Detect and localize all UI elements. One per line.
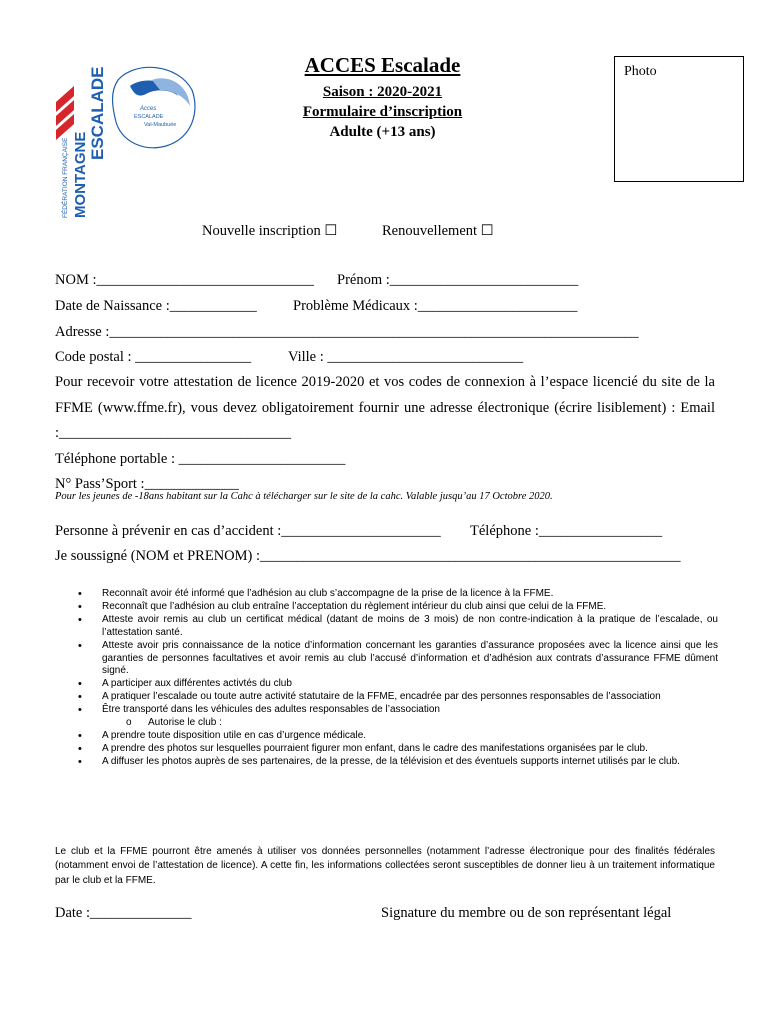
declaration-item: • A participer aux différentes activtés du club — [78, 678, 718, 691]
declaration-item: • A prendre toute disposition utile en cas d’urgence médicale. — [78, 730, 718, 743]
declaration-item: • Atteste avoir pris connaissance de la notice d’information concernant les garanties d’assurance proposées avec la licence ainsi que les garanties de personnes facultatives et avoir remis au club l’accusé d’information et d’adhésion aux contrats d’assurance FFME dûment signé. — [78, 640, 718, 679]
city-field[interactable]: Ville : ___________________________ — [288, 349, 524, 365]
logo-word-escalade: ESCALADE — [88, 66, 107, 160]
renewal-checkbox[interactable]: Renouvellement ☐ — [382, 223, 494, 239]
category-label: Adulte (+13 ans) — [329, 124, 436, 140]
declaration-item: • Être transporté dans les véhicules des adultes responsables de l’association — [78, 704, 718, 717]
licence-email-paragraph[interactable]: Pour recevoir votre attestation de licence 2019-2020 et vos codes de connexion à l’espace licencié du site de la FFME (www.ffme.fr), vous devez obligatoirement fournir une adresse électronique (écrire lisiblement) : Email :________________________________ — [55, 374, 715, 441]
logo-word-montagne: MONTAGNE — [72, 131, 89, 218]
photo-label: Photo — [624, 64, 657, 79]
declaration-item: • Reconnaît avoir été informé que l’adhésion au club s’accompagne de la prise de la licence à la FFME. — [78, 588, 718, 601]
club-badge-line3: Val-Maubuée — [144, 122, 177, 128]
nom-field[interactable]: NOM :______________________________ — [55, 272, 314, 288]
prenom-field[interactable]: Prénom :__________________________ — [337, 272, 579, 288]
mobile-phone-field[interactable]: Téléphone portable : _______________________ — [55, 451, 346, 467]
pass-sport-note: Pour les jeunes de -18ans habitant sur la Cahc à télécharger sur le site de la cahc. Valable jusqu’au 17 Octobre 2020. — [55, 491, 553, 502]
document-title: ACCES Escalade — [304, 53, 461, 77]
form-title: Formulaire d’inscription — [302, 104, 463, 120]
logo-federation-text: FÉDÉRATION FRANÇAISE — [62, 137, 69, 218]
emergency-phone-field[interactable]: Téléphone :_________________ — [470, 523, 663, 539]
medical-field[interactable]: Problème Médicaux :______________________ — [293, 298, 578, 314]
declaration-item: • Atteste avoir remis au club un certificat médical (datant de moins de 3 mois) de non contre-indication à la pratique de l’escalade, ou l’attestation santé. — [78, 614, 718, 640]
declaration-item: • A pratiquer l’escalade ou toute autre activité statutaire de la FFME, encadrée par des personnes responsables de l’association — [78, 691, 718, 704]
club-badge-line1: Acces — [140, 106, 157, 112]
declaration-item: • A diffuser les photos auprès de ses partenaires, de la presse, de la télévision et des éventuels supports internet utilisés par le club. — [78, 756, 718, 769]
declaration-item: • Reconnaît que l’adhésion au club entraîne l’acceptation du règlement intérieur du club ainsi que celui de la FFME. — [78, 601, 718, 614]
birth-date-field[interactable]: Date de Naissance :____________ — [55, 298, 257, 314]
new-registration-checkbox[interactable]: Nouvelle inscription ☐ — [202, 223, 338, 239]
declaration-item: • A prendre des photos sur lesquelles pourraient figurer mon enfant, dans le cadre des manifestations organisées par le club. — [78, 743, 718, 756]
declarations-list — [78, 588, 718, 769]
undersigned-field[interactable]: Je soussigné (NOM et PRENOM) :__________________________________________________________ — [55, 548, 681, 564]
postal-code-field[interactable]: Code postal : ________________ — [55, 349, 252, 365]
gdpr-notice: Le club et la FFME pourront être amenés à utiliser vos données personnelles (notamment l’adresse électronique pour des finalités fédérales (notamment envoi de l’attestation de licence). A cette fin, les informations collectées seront susceptibles de donner lieu à un traitement informatique par le club et la FFME. — [55, 846, 715, 886]
pass-sport-field[interactable]: N° Pass’Sport :_____________ — [55, 476, 239, 492]
declaration-sub-item: o Autorise le club : — [78, 717, 718, 730]
address-field[interactable]: Adresse :_________________________________________________________________________ — [55, 324, 639, 340]
club-badge-line2: ESCALADE — [134, 114, 164, 120]
photo-box[interactable] — [614, 56, 744, 182]
signature-label[interactable]: Signature du membre ou de son représentant légal — [381, 905, 672, 921]
emergency-contact-field[interactable]: Personne à prévenir en cas d’accident :______________________ — [55, 523, 441, 539]
season-label: Saison : 2020-2021 — [322, 84, 443, 100]
date-field[interactable]: Date :______________ — [55, 905, 192, 921]
